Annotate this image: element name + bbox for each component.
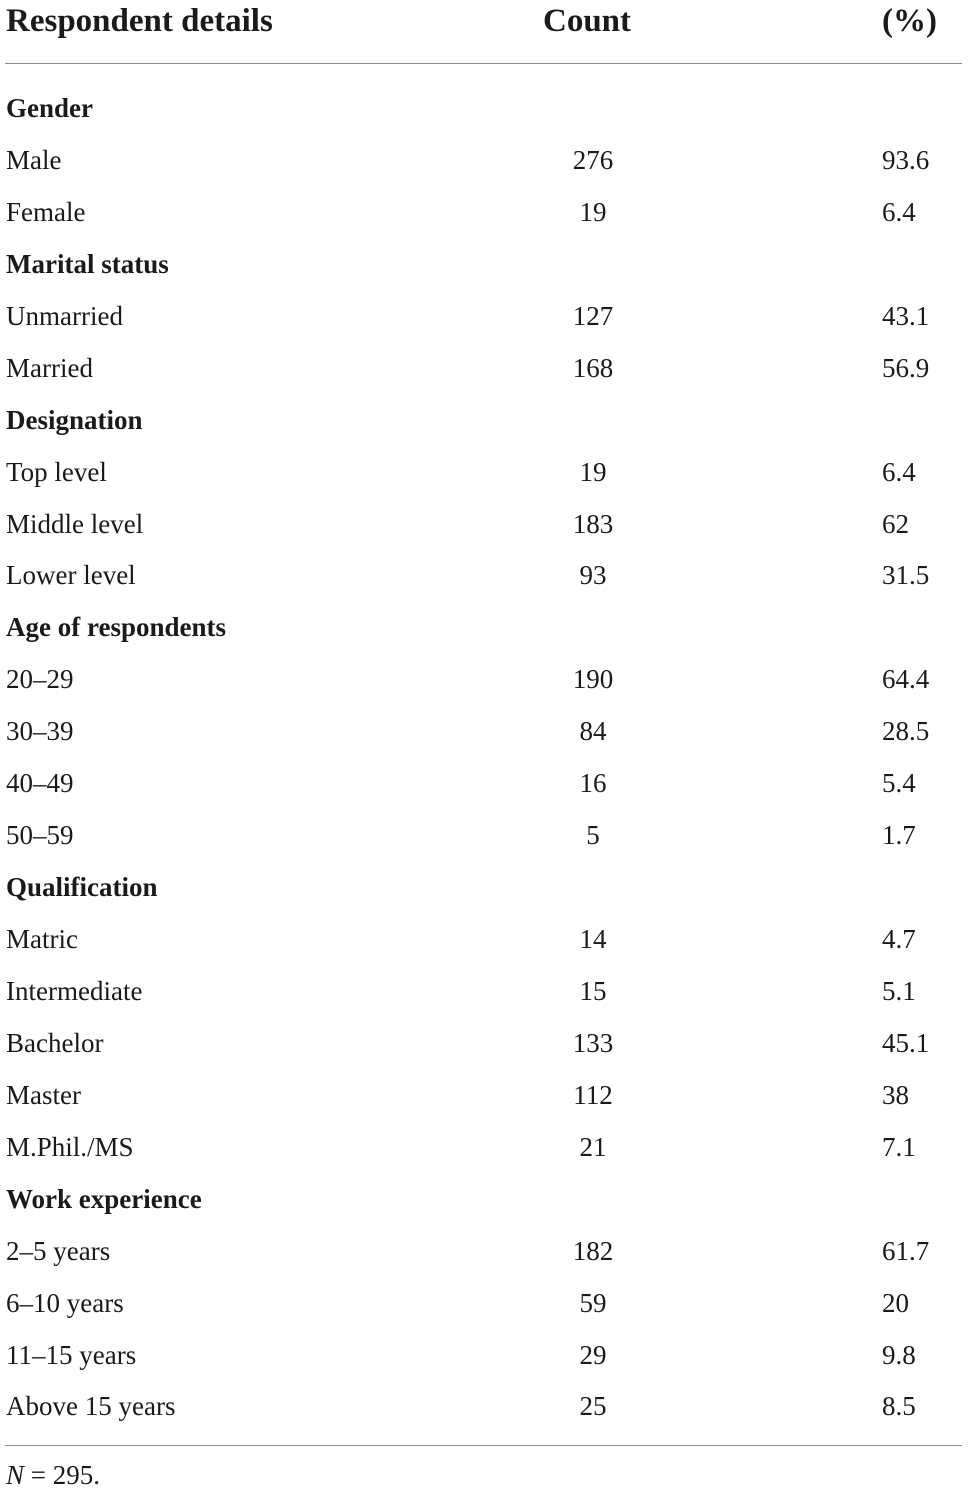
- row-label: Lower level: [6, 560, 136, 591]
- footnote-text: = 295.: [24, 1460, 100, 1490]
- section-title: Age of respondents: [6, 612, 227, 643]
- row-count: 93: [579, 560, 607, 591]
- table-row: [0, 186, 968, 238]
- row-label: Married: [6, 352, 93, 383]
- row-percent: 56.9: [882, 352, 930, 383]
- section-title: Gender: [6, 93, 93, 123]
- row-count: 25: [579, 1391, 607, 1422]
- row-label: Middle level: [6, 508, 144, 539]
- row-percent: 6.4: [882, 196, 916, 227]
- section-heading-row: [0, 861, 968, 913]
- row-percent: 93.6: [882, 144, 930, 175]
- row-percent: 45.1: [882, 1027, 930, 1058]
- row-count: 182: [572, 1235, 614, 1266]
- row-label: Bachelor: [6, 1027, 104, 1058]
- row-count: 21: [579, 1131, 607, 1162]
- row-label: 11–15 years: [6, 1339, 137, 1370]
- section-heading-row: [0, 82, 968, 134]
- row-percent: 4.7: [882, 924, 916, 954]
- table-row: [0, 705, 968, 757]
- footnote-symbol: N: [6, 1460, 25, 1490]
- row-label: 50–59: [6, 820, 74, 851]
- row-percent: 1.7: [882, 820, 916, 851]
- section-heading-row: [0, 238, 968, 290]
- row-percent: 28.5: [882, 716, 930, 747]
- row-label: 20–29: [6, 664, 74, 695]
- row-percent: 5.1: [882, 975, 916, 1006]
- table-row: [0, 134, 968, 186]
- row-count: 276: [572, 144, 614, 175]
- row-label: Intermediate: [6, 975, 143, 1006]
- row-percent: 8.5: [882, 1391, 916, 1422]
- row-count: 19: [579, 196, 607, 227]
- section-heading-row: [0, 1173, 968, 1225]
- header-percent: (%): [882, 3, 937, 39]
- table-row: [0, 549, 968, 601]
- row-count: 168: [572, 352, 614, 383]
- row-label: 2–5 years: [6, 1235, 111, 1266]
- table-row: [0, 913, 968, 965]
- row-count: 59: [579, 1287, 607, 1318]
- row-count: 29: [579, 1339, 607, 1370]
- table-row: [0, 1380, 968, 1432]
- row-percent: 61.7: [882, 1235, 930, 1266]
- row-label: 40–49: [6, 768, 74, 799]
- section-title: Qualification: [6, 872, 158, 903]
- row-label: Matric: [6, 924, 78, 954]
- table-row: [0, 446, 968, 498]
- table-row: [0, 1225, 968, 1277]
- row-label: Above 15 years: [6, 1391, 176, 1422]
- table-header-row: [0, 0, 968, 44]
- row-percent: 7.1: [882, 1131, 916, 1162]
- row-percent: 20: [882, 1287, 909, 1318]
- table-row: [0, 1121, 968, 1173]
- table-row: [0, 757, 968, 809]
- row-percent: 5.4: [882, 768, 916, 799]
- row-percent: 43.1: [882, 300, 930, 331]
- row-count: 14: [579, 924, 607, 954]
- section-heading-row: [0, 394, 968, 446]
- footer-divider: [5, 1445, 962, 1446]
- row-label: Unmarried: [6, 300, 123, 331]
- header-divider: [5, 63, 962, 64]
- table-row: [0, 1329, 968, 1381]
- row-percent: 38: [882, 1079, 909, 1110]
- row-label: M.Phil./MS: [6, 1131, 134, 1162]
- row-count: 15: [579, 975, 607, 1006]
- row-label: Top level: [6, 456, 107, 487]
- row-percent: 62: [882, 508, 909, 539]
- row-count: 190: [572, 664, 614, 695]
- table-row: [0, 653, 968, 705]
- row-count: 112: [573, 1079, 613, 1110]
- header-respondent-details: Respondent details: [6, 3, 273, 39]
- row-label: 30–39: [6, 716, 74, 747]
- table-row: [0, 1017, 968, 1069]
- section-heading-row: [0, 601, 968, 653]
- row-label: Male: [6, 144, 62, 175]
- row-label: Female: [6, 196, 86, 227]
- section-title: Designation: [6, 404, 143, 435]
- table-row: [0, 1277, 968, 1329]
- table-row: [0, 965, 968, 1017]
- row-percent: 31.5: [882, 560, 930, 591]
- table-row: [0, 809, 968, 861]
- table-footnote: [6, 1455, 100, 1495]
- table-body: [0, 82, 968, 1432]
- row-label: 6–10 years: [6, 1287, 124, 1318]
- row-count: 183: [572, 508, 614, 539]
- row-count: 127: [572, 300, 614, 331]
- section-title: Marital status: [6, 248, 169, 279]
- table-row: [0, 290, 968, 342]
- row-count: 133: [572, 1027, 614, 1058]
- row-percent: 64.4: [882, 664, 930, 695]
- header-count: Count: [543, 3, 632, 39]
- section-title: Work experience: [6, 1183, 202, 1214]
- row-count: 84: [579, 716, 607, 747]
- table-row: [0, 1069, 968, 1121]
- row-count: 19: [579, 456, 607, 487]
- row-count: 5: [586, 820, 600, 851]
- table-row: [0, 342, 968, 394]
- row-label: Master: [6, 1079, 81, 1110]
- row-percent: 9.8: [882, 1339, 916, 1370]
- table-row: [0, 498, 968, 550]
- row-count: 16: [579, 768, 607, 799]
- row-percent: 6.4: [882, 456, 916, 487]
